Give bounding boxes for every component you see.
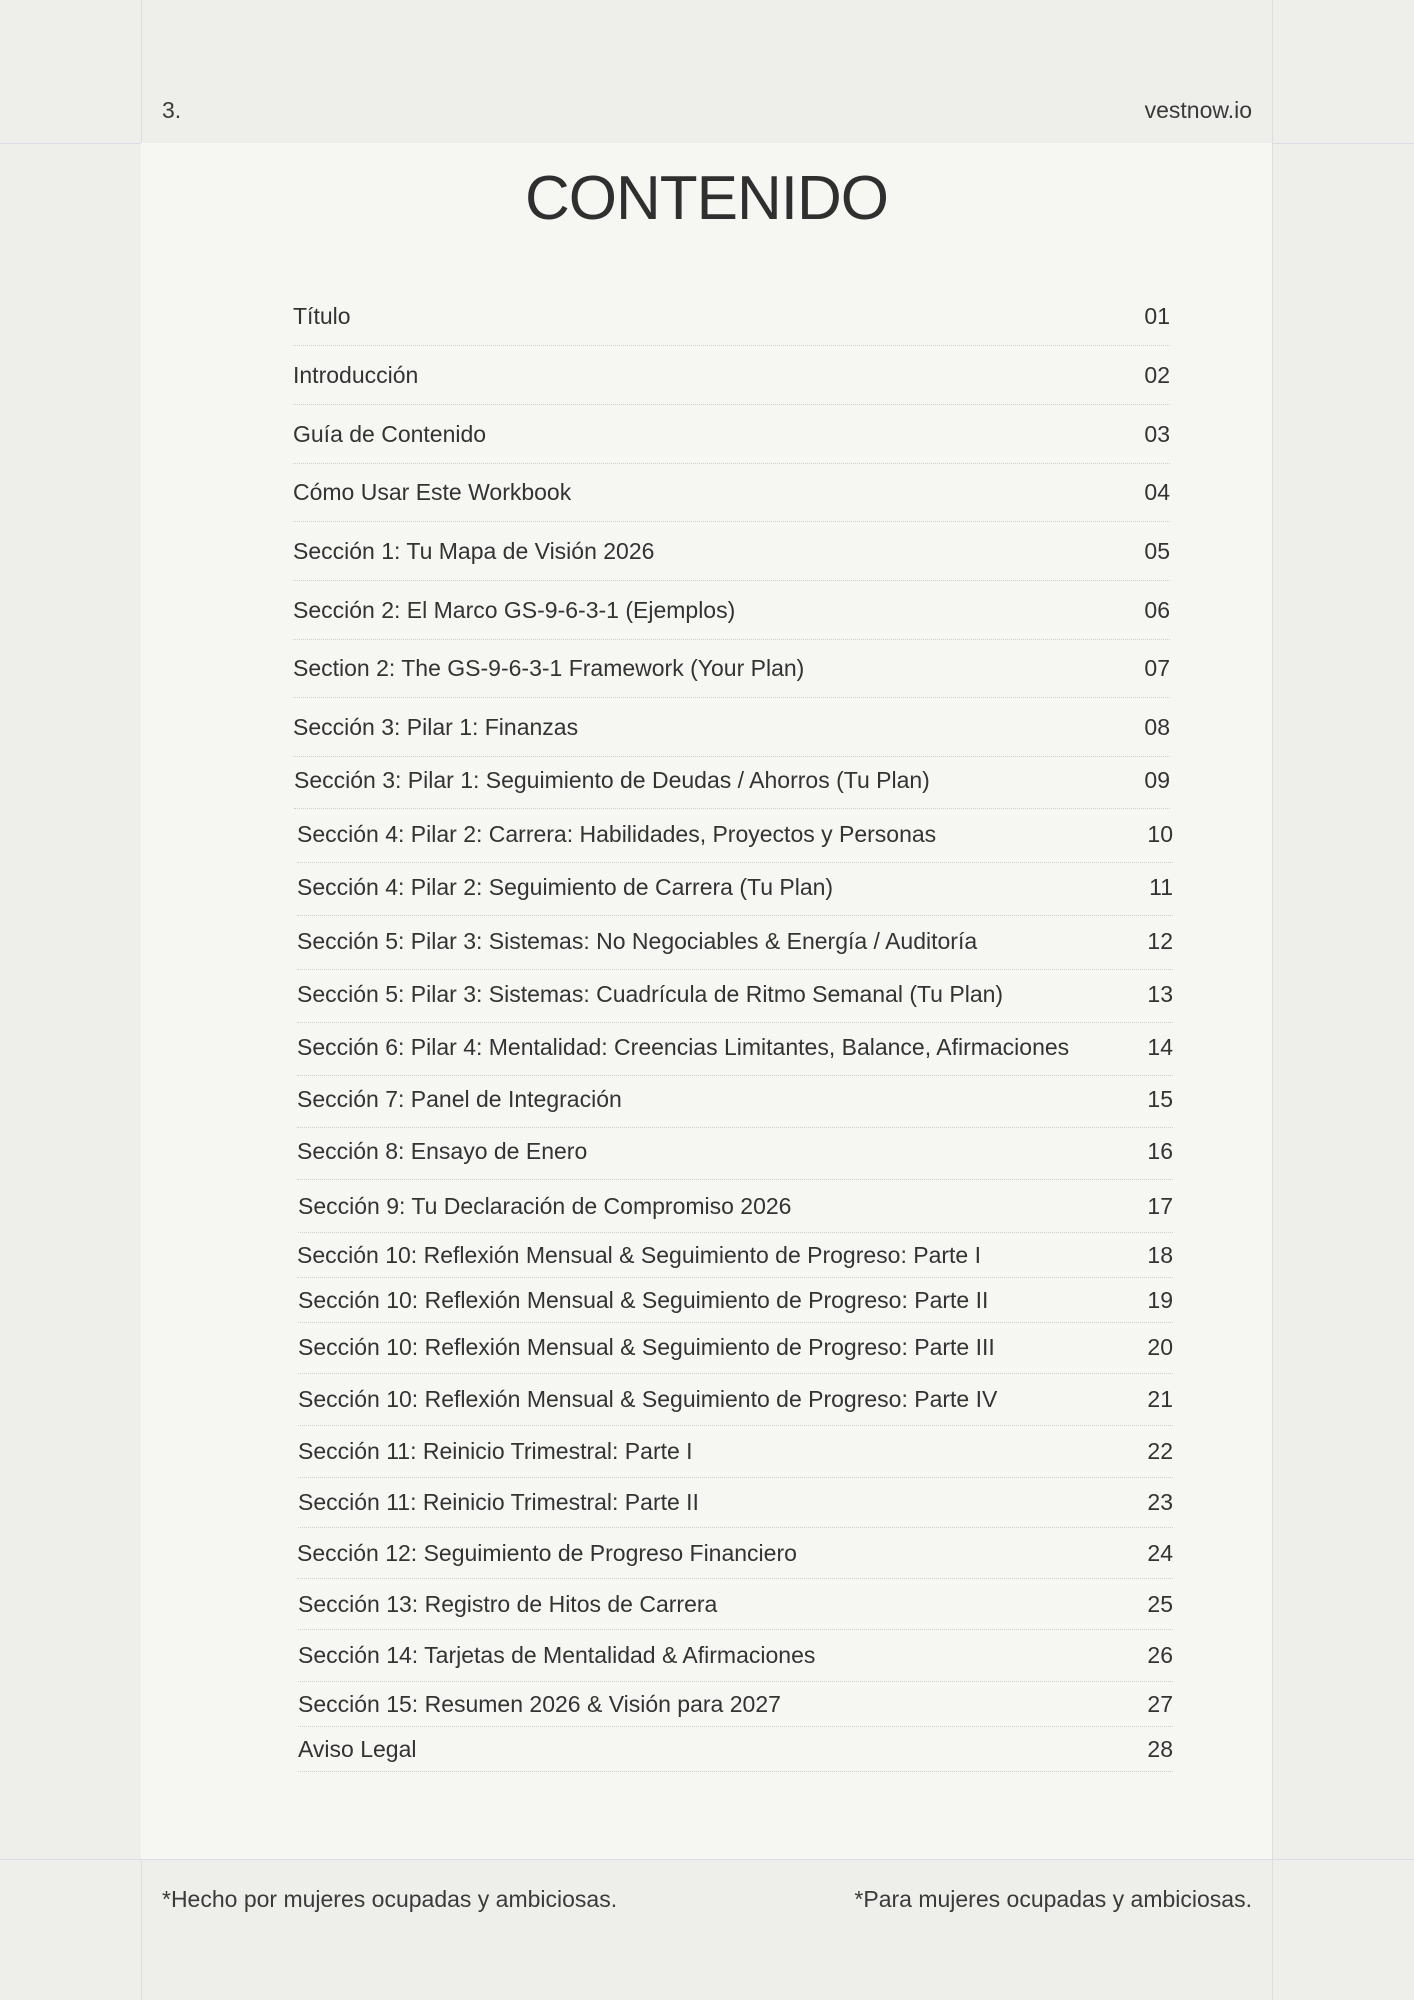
toc-page-number: 16: [1147, 1137, 1173, 1164]
toc-label: Sección 4: Pilar 2: Carrera: Habilidades, Proyectos y Personas: [297, 820, 937, 847]
toc-row[interactable]: [298, 1477, 1173, 1528]
toc-page-number: 18: [1147, 1241, 1173, 1268]
toc-row[interactable]: [297, 966, 1173, 1023]
toc-row[interactable]: [297, 859, 1173, 916]
toc-label: Sección 6: Pilar 4: Mentalidad: Creencias Limitantes, Balance, Afirmaciones: [297, 1033, 1070, 1060]
toc-row[interactable]: [298, 1579, 1173, 1630]
page-title: CONTENIDO: [525, 164, 888, 233]
toc-label: Aviso Legal: [298, 1735, 417, 1762]
guide-line: [0, 1859, 1414, 1860]
toc-label: Sección 5: Pilar 3: Sistemas: No Negociables & Energía / Auditoría: [297, 927, 978, 954]
toc-page-number: 04: [1144, 479, 1170, 505]
toc-page-number: 08: [1144, 714, 1170, 740]
toc-label: Sección 7: Panel de Integración: [297, 1085, 622, 1112]
toc-page-number: 12: [1147, 927, 1173, 954]
toc-label: Sección 10: Reflexión Mensual & Seguimiento de Progreso: Parte II: [298, 1286, 989, 1313]
toc-label: Sección 3: Pilar 1: Seguimiento de Deudas / Ahorros (Tu Plan): [294, 766, 930, 793]
toc-page-number: 07: [1144, 655, 1170, 681]
toc-page-number: 27: [1147, 1690, 1173, 1717]
toc-row[interactable]: [293, 406, 1170, 464]
toc-row[interactable]: [298, 1374, 1173, 1426]
toc-page-number: 03: [1144, 421, 1170, 447]
toc-label: Cómo Usar Este Workbook: [293, 479, 572, 505]
toc-label: Sección 11: Reinicio Trimestral: Parte I: [298, 1438, 693, 1464]
toc-row[interactable]: [297, 1019, 1173, 1076]
toc-row[interactable]: [293, 347, 1170, 405]
toc-page-number: 26: [1147, 1642, 1173, 1668]
toc-label: Section 2: The GS-9-6-3-1 Framework (Your Plan): [293, 655, 805, 681]
toc-label: Sección 13: Registro de Hitos de Carrera: [298, 1590, 718, 1617]
toc-row[interactable]: [293, 288, 1170, 346]
toc-label: Título: [293, 303, 351, 329]
toc-page-number: 09: [1144, 766, 1170, 793]
toc-label: Sección 15: Resumen 2026 & Visión para 2027: [298, 1690, 781, 1717]
toc-label: Sección 9: Tu Declaración de Compromiso 2026: [298, 1192, 792, 1219]
toc-row[interactable]: [297, 1528, 1173, 1579]
toc-row[interactable]: [294, 752, 1170, 809]
toc-label: Sección 11: Reinicio Trimestral: Parte II: [298, 1488, 699, 1515]
toc-label: Sección 8: Ensayo de Enero: [297, 1137, 588, 1164]
toc-page-number: 21: [1147, 1386, 1173, 1412]
toc-page-number: 15: [1147, 1085, 1173, 1112]
footer-right-note: *Para mujeres ocupadas y ambiciosas.: [854, 1886, 1252, 1912]
toc-page-number: 05: [1144, 538, 1170, 564]
toc-label: Sección 3: Pilar 1: Finanzas: [293, 714, 579, 740]
toc-label: Sección 14: Tarjetas de Mentalidad & Afirmaciones: [298, 1642, 816, 1668]
toc-row[interactable]: [298, 1630, 1173, 1682]
toc-label: Sección 10: Reflexión Mensual & Seguimiento de Progreso: Parte I: [297, 1241, 981, 1268]
site-name: vestnow.io: [1144, 97, 1252, 123]
toc-page-number: 02: [1144, 362, 1170, 388]
toc-page-number: 14: [1147, 1033, 1173, 1060]
toc-page-number: 06: [1144, 597, 1170, 623]
guide-line: [1272, 0, 1273, 2000]
page-number: 3.: [162, 97, 182, 123]
toc-row[interactable]: [298, 1278, 1173, 1323]
toc-label: Sección 10: Reflexión Mensual & Seguimiento de Progreso: Parte IV: [298, 1386, 998, 1412]
toc-row[interactable]: [297, 1233, 1173, 1278]
toc-row[interactable]: [293, 464, 1170, 522]
toc-label: Sección 4: Pilar 2: Seguimiento de Carrera (Tu Plan): [297, 873, 834, 900]
toc-label: Introducción: [293, 362, 419, 388]
toc-row[interactable]: [293, 523, 1170, 581]
toc-row[interactable]: [298, 1682, 1173, 1727]
footer-left-note: *Hecho por mujeres ocupadas y ambiciosas.: [162, 1886, 618, 1912]
toc-row[interactable]: [298, 1180, 1173, 1233]
toc-page-number: 23: [1147, 1488, 1173, 1515]
toc-row[interactable]: [298, 1426, 1173, 1478]
toc-row[interactable]: [297, 806, 1173, 863]
toc-page-number: 13: [1147, 980, 1173, 1007]
toc-label: Guía de Contenido: [293, 421, 487, 447]
toc-row[interactable]: [297, 1123, 1173, 1180]
toc-label: Sección 1: Tu Mapa de Visión 2026: [293, 538, 655, 564]
toc-page-number: 01: [1144, 303, 1170, 329]
toc-page-number: 22: [1147, 1438, 1173, 1464]
toc-row[interactable]: [293, 640, 1170, 698]
toc-label: Sección 12: Seguimiento de Progreso Financiero: [297, 1539, 797, 1566]
toc-row[interactable]: [297, 1071, 1173, 1128]
toc-page-number: 20: [1147, 1334, 1173, 1360]
toc-label: Sección 5: Pilar 3: Sistemas: Cuadrícula de Ritmo Semanal (Tu Plan): [297, 980, 1004, 1007]
toc-page-number: 19: [1147, 1286, 1173, 1313]
toc-row[interactable]: [298, 1727, 1173, 1772]
toc-page-number: 25: [1147, 1590, 1173, 1617]
toc-page-number: 10: [1147, 820, 1173, 847]
toc-label: Sección 10: Reflexión Mensual & Seguimiento de Progreso: Parte III: [298, 1334, 995, 1360]
toc-page-number: 24: [1147, 1539, 1173, 1566]
toc-row[interactable]: [297, 913, 1173, 970]
toc-page-number: 28: [1147, 1735, 1173, 1762]
toc-label: Sección 2: El Marco GS-9-6-3-1 (Ejemplos): [293, 597, 736, 623]
toc-row[interactable]: [298, 1322, 1173, 1374]
toc-page-number: 17: [1147, 1192, 1173, 1219]
toc-row[interactable]: [293, 582, 1170, 640]
toc-page-number: 11: [1149, 873, 1173, 900]
toc-row[interactable]: [293, 699, 1170, 757]
